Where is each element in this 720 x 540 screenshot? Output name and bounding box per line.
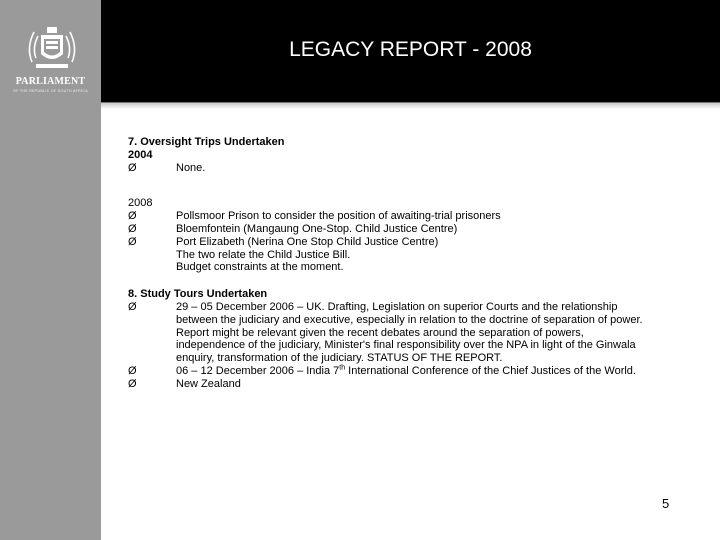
list-item: [128, 365, 698, 378]
list-item: [128, 223, 698, 236]
list-item-line: Port Elizabeth (Nerina One Stop Child Justice Centre): [176, 235, 439, 248]
list-item-text: Bloemfontein (Mangaung One-Stop. Child Justice Centre): [176, 222, 458, 235]
list-item-text-part: International Conference of the Chief Justices of the World.: [345, 364, 636, 377]
arrow-bullet-icon: Ø: [128, 222, 137, 235]
parliament-logo-text: PARLIAMENT: [15, 76, 86, 87]
arrow-bullet-icon: Ø: [128, 300, 137, 313]
parliament-logo-subtitle: OF THE REPUBLIC OF SOUTH AFRICA: [13, 89, 88, 93]
list-item-line: Report might be relevant given the recent debates around the separation of powers,: [176, 326, 584, 339]
list-item-text: Pollsmoor Prison to consider the position of awaiting-trial prisoners: [176, 210, 501, 223]
list-item: [128, 301, 698, 365]
header-shadow: [101, 103, 720, 109]
year-2008-label: 2008: [128, 197, 153, 210]
note-line: The two relate the Child Justice Bill.: [176, 248, 351, 261]
list-item-line: enquiry, transformation of the judiciary. STATUS OF THE REPORT.: [176, 352, 503, 365]
list-item-text: None.: [176, 161, 206, 174]
page-number: 5: [662, 496, 670, 511]
arrow-bullet-icon: Ø: [128, 210, 137, 223]
list-item-line: between the judiciary and executive, especially in relation to the doctrine of separation of power.: [176, 313, 643, 326]
year-2004-label: 2004: [128, 148, 153, 161]
note-line: Budget constraints at the moment.: [176, 261, 344, 274]
list-item: [128, 210, 698, 223]
list-item: [128, 162, 698, 175]
ordinal-suffix: th: [339, 364, 346, 372]
list-item: [128, 378, 698, 391]
list-item-line: independence of the judiciary, Minister's final responsibility over the NPA in light of the Ginwala: [176, 339, 636, 352]
section-7-heading: 7. Oversight Trips Undertaken: [128, 136, 285, 148]
arrow-bullet-icon: Ø: [128, 161, 137, 174]
arrow-bullet-icon: Ø: [128, 377, 137, 390]
list-item-text: [176, 365, 698, 378]
list-item: [128, 236, 698, 274]
list-item-text: [176, 301, 698, 365]
list-item-line: 29 – 05 December 2006 – UK. Drafting, Legislation on superior Courts and the relationship: [176, 300, 618, 313]
arrow-bullet-icon: Ø: [128, 235, 137, 248]
arrow-bullet-icon: Ø: [128, 364, 137, 377]
page-title: LEGACY REPORT - 2008: [289, 38, 532, 61]
parliament-crest-icon: [22, 18, 82, 78]
section-8-heading: 8. Study Tours Undertaken: [128, 288, 268, 301]
list-item-text-part: 06 – 12 December 2006 – India 7: [176, 364, 340, 377]
list-item-text: New Zealand: [176, 377, 241, 390]
report-body: [128, 136, 698, 391]
list-item-text: [176, 236, 698, 274]
